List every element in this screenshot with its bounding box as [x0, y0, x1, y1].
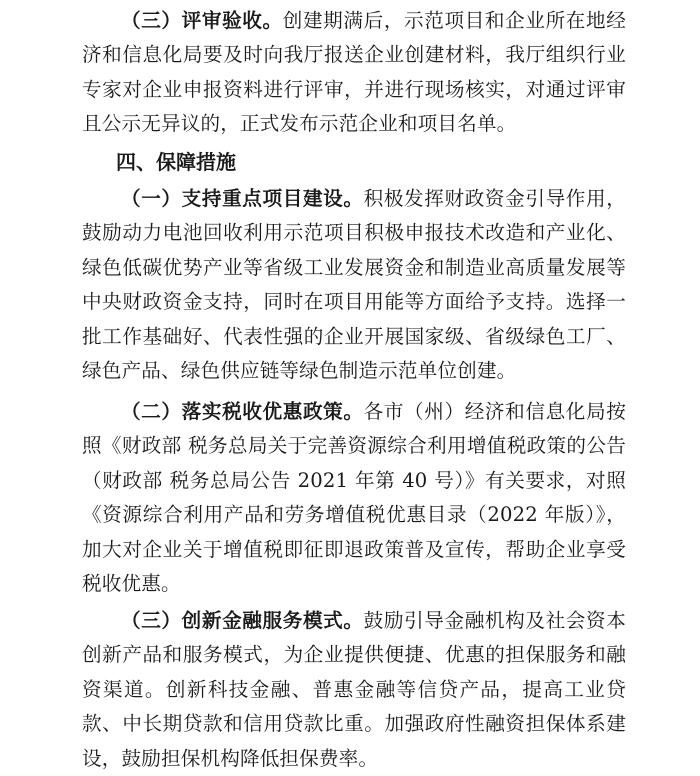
- paragraph-support-key-projects: [82, 182, 626, 388]
- paragraph-body: 各市（州）经济和信息化局按照《财政部 税务总局关于完善资源综合利用增值税政策的公告（财政部 税务总局公告 2021 年第 40 号）》有关要求，对照《资源综合利用产品和劳务增值税优惠目录（2022 年版）》，加大对企业关于增值税即征即退政策普及宣传，帮助企业享受税收优惠。: [82, 400, 626, 596]
- paragraph-financial-services: [82, 604, 626, 776]
- paragraph-lead: （二）落实税收优惠政策。: [121, 400, 364, 423]
- paragraph-lead: （三）评审验收。: [121, 9, 283, 32]
- paragraph-lead: （三）创新金融服务模式。: [121, 609, 364, 632]
- paragraph-tax-incentives: [82, 395, 626, 601]
- paragraph-review-acceptance: [82, 4, 626, 142]
- paragraph-body: 创建期满后，示范项目和企业所在地经济和信息化局要及时向我厅报送企业创建材料，我厅组织行业专家对企业申报资料进行评审，并进行现场核实，对通过评审且公示无异议的，正式发布示范企业和项目名单。: [82, 9, 626, 136]
- section-heading: 四、保障措施: [116, 150, 236, 174]
- paragraph-body: 鼓励引导金融机构及社会资本创新产品和服务模式，为企业提供便捷、优惠的担保服务和融资渠道。创新科技金融、普惠金融等信贷产品，提高工业贷款、中长期贷款和信用贷款比重。加强政府性融资担保体系建设，鼓励担保机构降低担保费率。: [82, 609, 626, 770]
- paragraph-body: 积极发挥财政资金引导作用，鼓励动力电池回收利用示范项目积极申报技术改造和产业化、绿色低碳优势产业等省级工业发展资金和制造业高质量发展等中央财政资金支持，同时在项目用能等方面给予支持。选择一批工作基础好、代表性强的企业开展国家级、省级绿色工厂、绿色产品、绿色供应链等绿色制造示范单位创建。: [82, 187, 626, 383]
- paragraph-lead: （一）支持重点项目建设。: [121, 187, 364, 210]
